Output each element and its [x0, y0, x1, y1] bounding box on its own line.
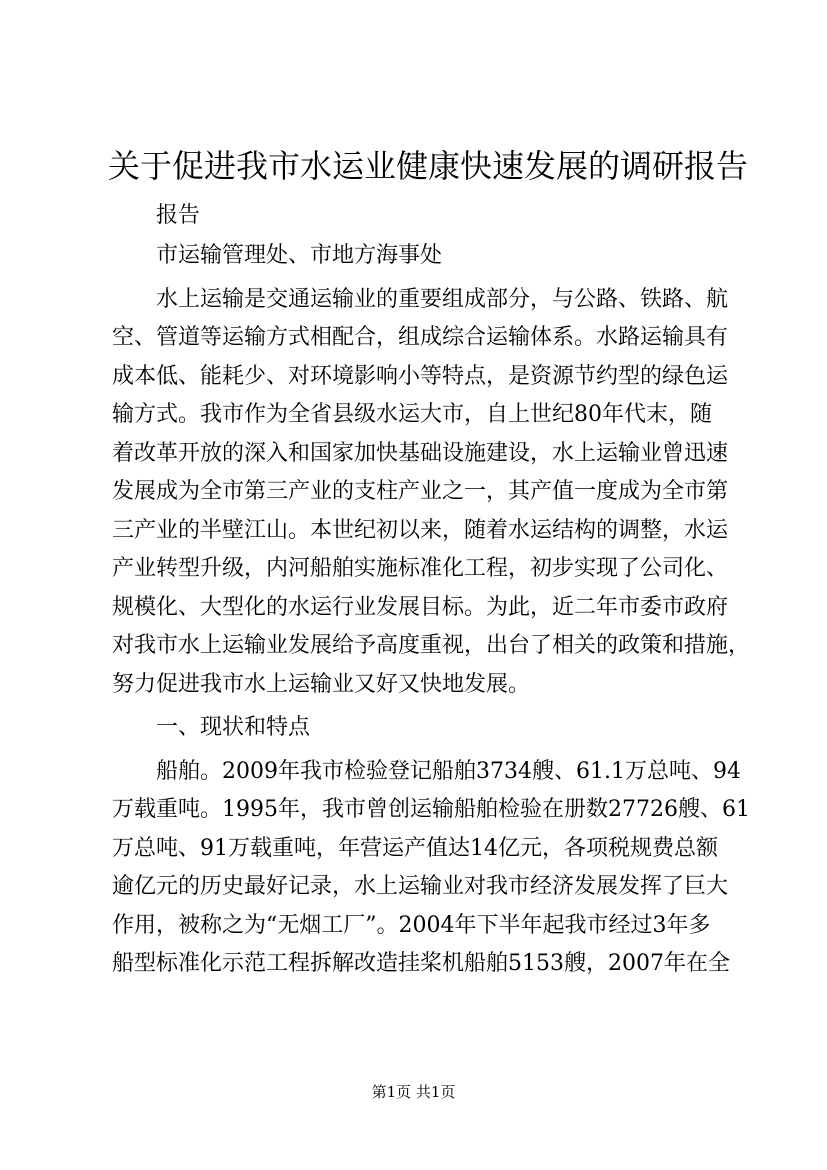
paragraph-line: 逾亿元的历史最好记录，水上运输业对我市经济发展发挥了巨大	[112, 874, 729, 899]
paragraph-line: 产业转型升级，内河船舶实施标准化工程，初步实现了公司化、	[112, 556, 729, 581]
paragraph-line: 三产业的半壁江山。本世纪初以来，随着水运结构的调整，水运	[112, 518, 729, 543]
paragraph-line: 努力促进我市水上运输业又好又快地发展。	[112, 672, 531, 697]
paragraph-line: 万载重吨。1995年，我市曾创运输船舶检验在册数27726艘、61	[112, 797, 750, 822]
paragraph-line: 对我市水上运输业发展给予高度重视，出台了相关的政策和措施，	[112, 633, 751, 658]
author-line: 市运输管理处、市地方海事处	[156, 243, 443, 268]
paragraph-line: 成本低、能耗少、对环境影响小等特点，是资源节约型的绿色运	[112, 364, 729, 389]
paragraph-line: 船型标准化示范工程拆解改造挂桨机船舶5153艘，2007年在全	[112, 951, 730, 976]
paragraph-line: 万总吨、91万载重吨，年营运产值达14亿元，各项税规费总额	[112, 836, 718, 861]
paragraph-line: 发展成为全市第三产业的支柱产业之一，其产值一度成为全市第	[112, 479, 729, 504]
paragraph-line: 输方式。我市作为全省县级水运大市，自上世纪80年代末，随	[112, 402, 712, 427]
section-heading: 一、现状和特点	[156, 715, 311, 740]
paragraph-line: 着改革开放的深入和国家加快基础设施建设，水上运输业曾迅速	[112, 441, 729, 466]
page-number-footer: 第1页 共1页	[371, 1083, 456, 1101]
paragraph-line: 空、管道等运输方式相配合，组成综合运输体系。水路运输具有	[112, 325, 729, 350]
subtitle-report: 报告	[156, 203, 201, 228]
paragraph-line: 船舶。2009年我市检验登记船舶3734艘、61.1万总吨、94	[156, 759, 741, 784]
paragraph-line: 规模化、大型化的水运行业发展目标。为此，近二年市委市政府	[112, 595, 729, 620]
document-title: 关于促进我市水运业健康快速发展的调研报告	[108, 147, 749, 185]
paragraph-line: 水上运输是交通运输业的重要组成部分，与公路、铁路、航	[156, 287, 729, 312]
paragraph-line: 作用，被称之为“无烟工厂”。2004年下半年起我市经过3年多	[112, 913, 711, 938]
